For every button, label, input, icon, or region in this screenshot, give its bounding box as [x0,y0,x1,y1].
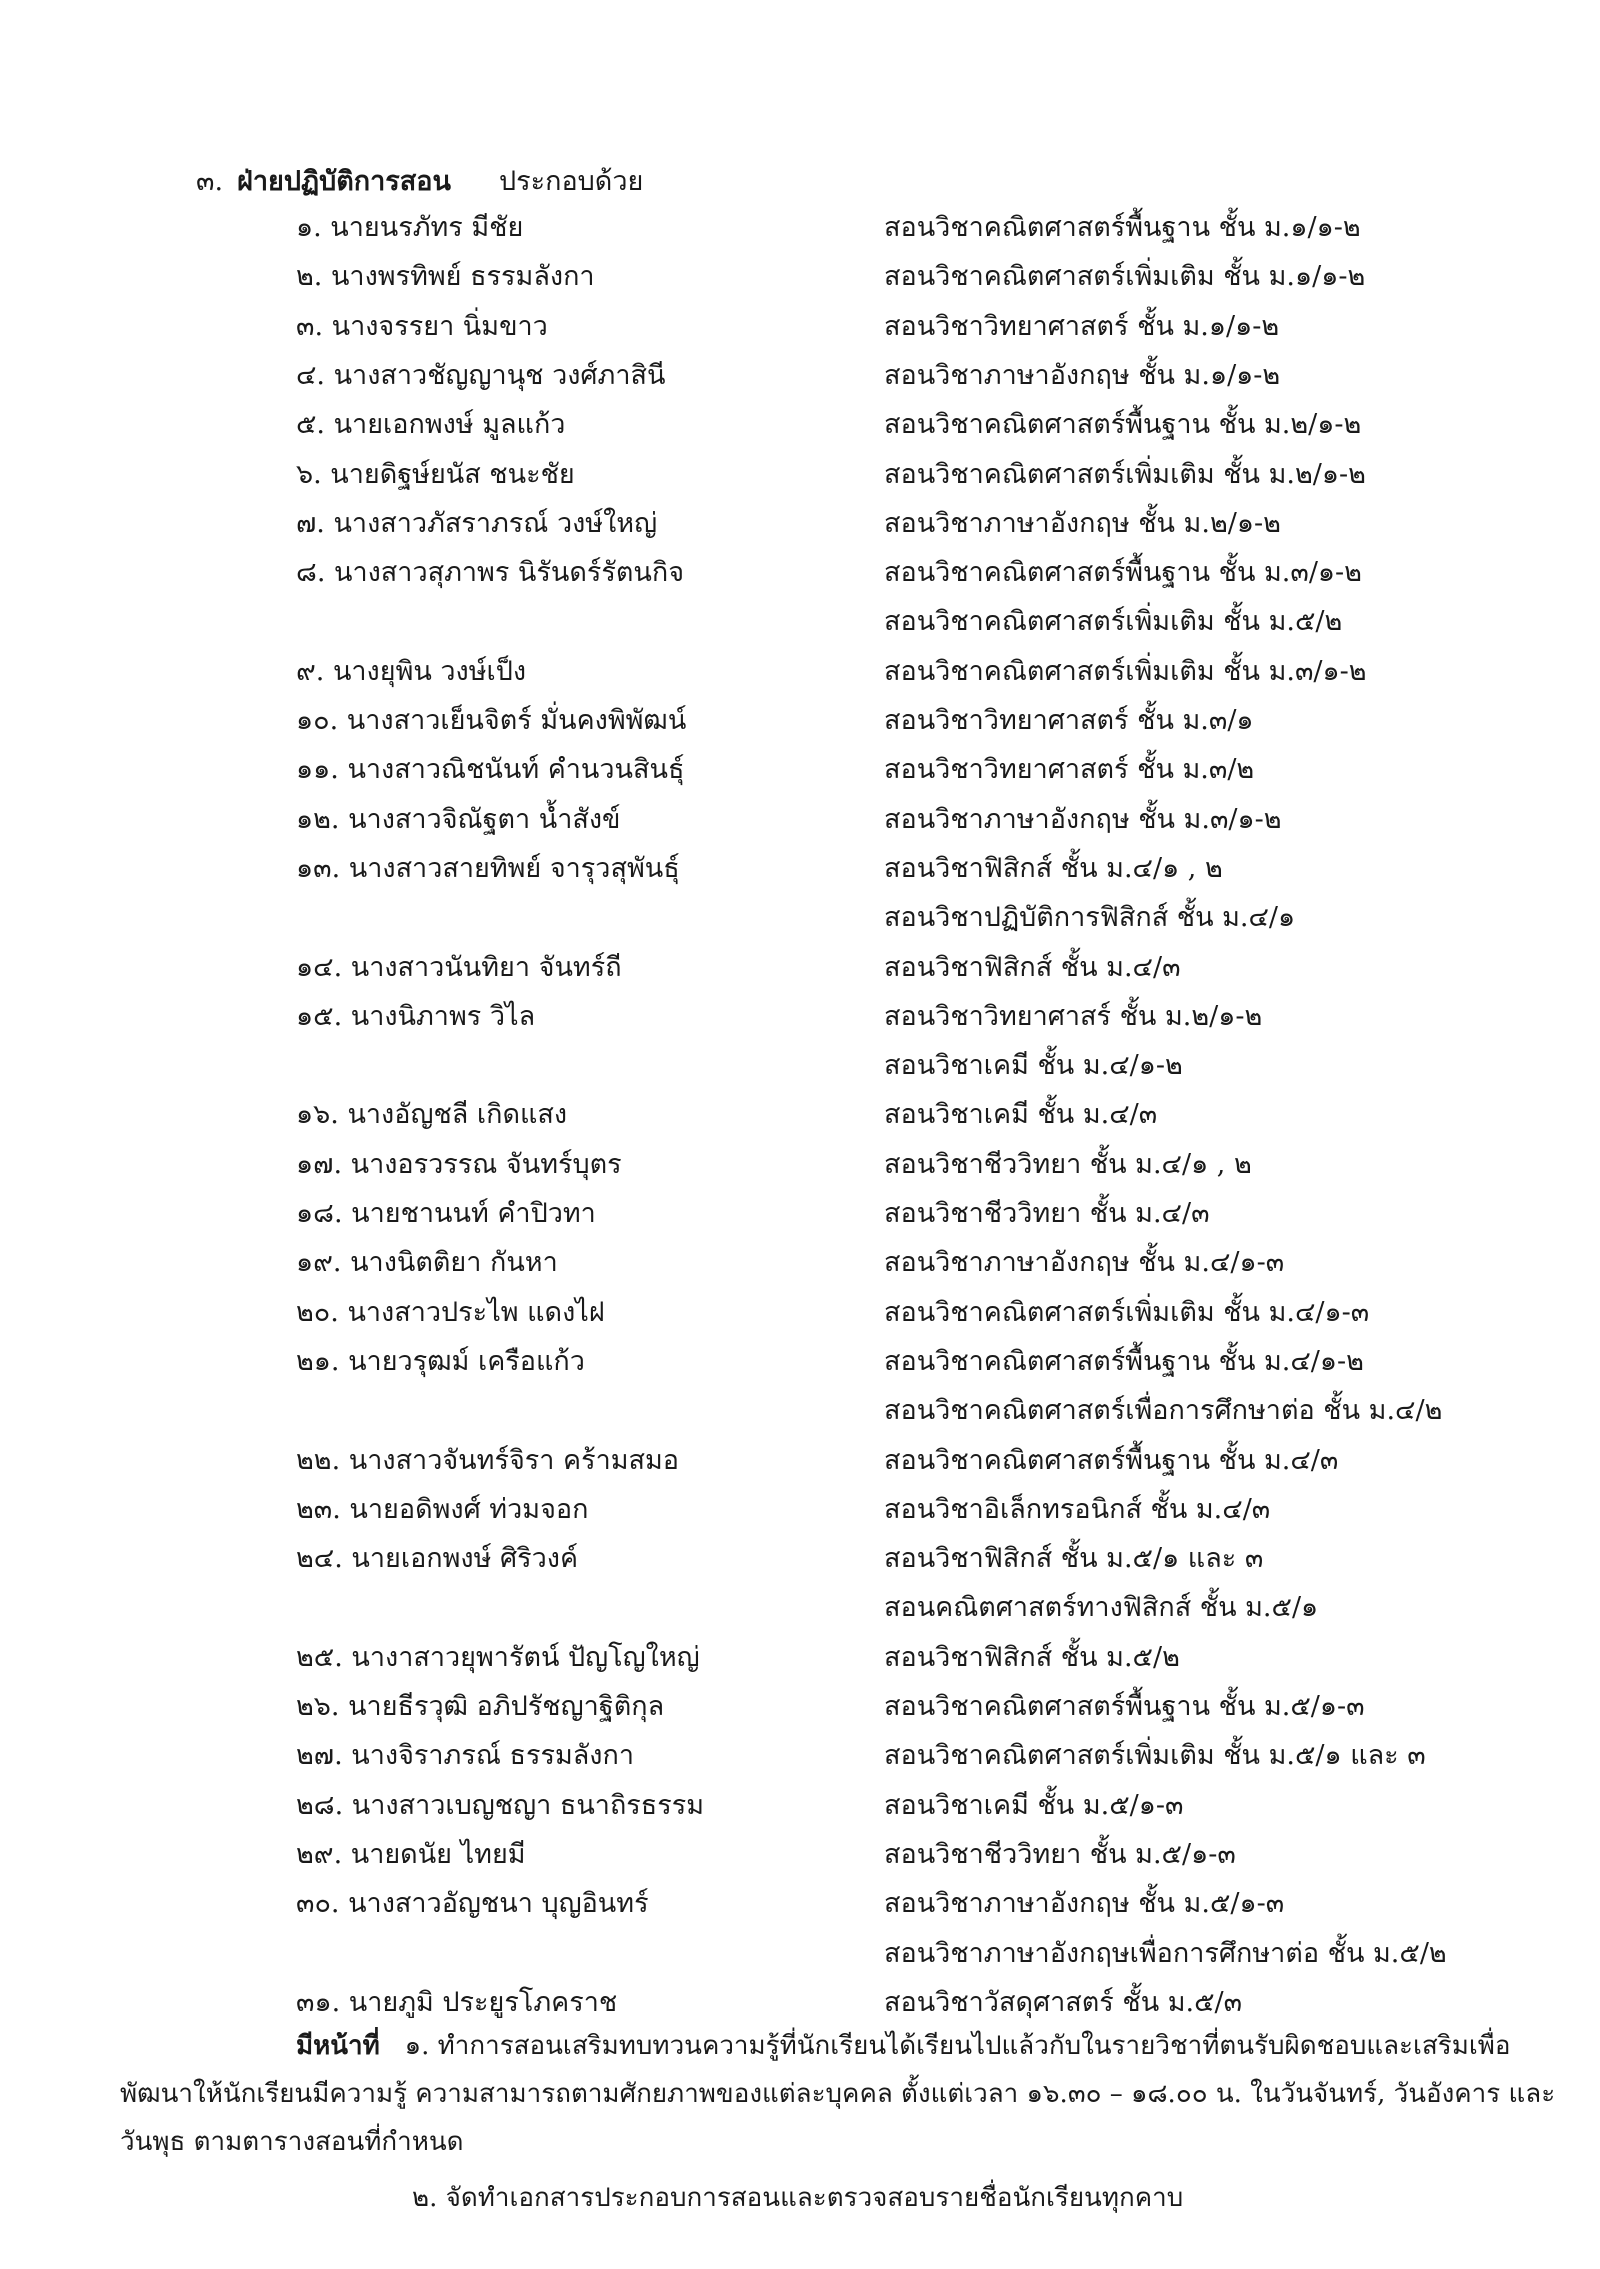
member-name: ๓. นางจรรยา นิ่มขาว [296,311,548,342]
member-name: ๒๕. นางาสาวยุพารัตน์ ปัญโญใหญ่ [296,1642,700,1673]
member-subject: สอนวิชาปฏิบัติการฟิสิกส์ ชั้น ม.๔/๑ [884,902,1296,933]
member-row [0,405,1600,445]
member-name: ๑๐. นางสาวเย็นจิตร์ มั่นคงพิพัฒน์ [296,705,687,736]
member-row [0,652,1600,692]
member-subject: สอนวิชาคณิตศาสตร์เพื่อการศึกษาต่อ ชั้น ม.๔/๒ [884,1395,1443,1426]
member-subject: สอนวิชาอิเล็กทรอนิกส์ ชั้น ม.๔/๓ [884,1494,1271,1525]
member-name: ๗. นางสาวภัสราภรณ์ วงษ์ใหญ่ [296,508,658,539]
member-name: ๑๘. นายชานนท์ คำปิวทา [296,1198,596,1229]
member-row [0,1786,1600,1826]
member-row-continued [0,1934,1600,1974]
member-subject: สอนวิชาภาษาอังกฤษ ชั้น ม.๕/๑-๓ [884,1888,1285,1919]
member-row [0,553,1600,593]
member-name: ๔. นางสาวชัญญานุช วงศ์ภาสินี [296,360,666,391]
member-row [0,1194,1600,1234]
member-row [0,504,1600,544]
member-name: ๑๓. นางสาวสายทิพย์ จารุวสุพันธุ์ [296,853,680,884]
member-subject: สอนวิชาคณิตศาสตร์พื้นฐาน ชั้น ม.๓/๑-๒ [884,557,1362,588]
member-subject: สอนวิชาภาษาอังกฤษ ชั้น ม.๓/๑-๒ [884,804,1282,835]
member-row [0,1884,1600,1924]
member-row-continued [0,602,1600,642]
section-subtitle: ประกอบด้วย [498,166,644,197]
member-name: ๑๒. นางสาวจิณัฐตา น้ำสังข์ [296,804,621,835]
member-row-continued [0,1046,1600,1086]
section-heading [196,162,643,202]
member-name: ๒. นางพรทิพย์ ธรรมลังกา [296,261,595,292]
member-name: ๘. นางสาวสุภาพร นิรันดร์รัตนกิจ [296,557,685,588]
member-subject: สอนวิชาวิทยาศาสตร์ ชั้น ม.๓/๒ [884,754,1255,785]
member-subject: สอนวิชาคณิตศาสตร์เพิ่มเติม ชั้น ม.๕/๒ [884,606,1343,637]
member-subject: สอนคณิตศาสตร์ทางฟิสิกส์ ชั้น ม.๕/๑ [884,1592,1319,1623]
member-row [0,356,1600,396]
member-name: ๑๖. นางอัญชลี เกิดแสง [296,1099,568,1130]
member-row [0,208,1600,248]
member-subject: สอนวิชาวิทยาศาสร์ ชั้น ม.๒/๑-๒ [884,1001,1263,1032]
member-row-continued [0,898,1600,938]
member-row [0,1687,1600,1727]
member-row [0,1835,1600,1875]
member-subject: สอนวิชาเคมี ชั้น ม.๕/๑-๓ [884,1790,1184,1821]
member-subject: สอนวิชาภาษาอังกฤษ ชั้น ม.๔/๑-๓ [884,1247,1285,1278]
member-subject: สอนวิชาเคมี ชั้น ม.๔/๑-๒ [884,1050,1183,1081]
member-subject: สอนวิชาวัสดุศาสตร์ ชั้น ม.๕/๓ [884,1987,1243,2018]
member-row [0,701,1600,741]
member-subject: สอนวิชาภาษาอังกฤษ ชั้น ม.๑/๑-๒ [884,360,1281,391]
duty-line-2: พัฒนาให้นักเรียนมีความรู้ ความสามารถตามศักยภาพของแต่ละบุคคล ตั้งแต่เวลา ๑๖.๓๐ – ๑๘.๐๐ น. ในวันจันทร์, วันอังคาร และ [120,2079,1556,2109]
member-subject: สอนวิชาคณิตศาสตร์พื้นฐาน ชั้น ม.๒/๑-๒ [884,409,1362,440]
member-row [0,257,1600,297]
member-name: ๒๐. นางสาวประไพ แดงไฝ [296,1297,605,1328]
member-subject: สอนวิชาคณิตศาสตร์พื้นฐาน ชั้น ม.๕/๑-๓ [884,1691,1365,1722]
member-row [0,1638,1600,1678]
member-row [0,1243,1600,1283]
member-subject: สอนวิชาภาษาอังกฤษ ชั้น ม.๒/๑-๒ [884,508,1281,539]
member-subject: สอนวิชาภาษาอังกฤษเพื่อการศึกษาต่อ ชั้น ม.๕/๒ [884,1938,1447,1969]
member-name: ๕. นายเอกพงษ์ มูลแก้ว [296,409,566,440]
member-name: ๙. นางยุพิน วงษ์เป็ง [296,656,527,687]
duty-line-1 [296,2026,1511,2066]
member-subject: สอนวิชาฟิสิกส์ ชั้น ม.๔/๑ , ๒ [884,853,1223,884]
member-row [0,997,1600,1037]
member-name: ๒๓. นายอดิพงศ์ ท่วมจอก [296,1494,589,1525]
member-subject: สอนวิชาคณิตศาสตร์เพิ่มเติม ชั้น ม.๓/๑-๒ [884,656,1367,687]
member-subject: สอนวิชาคณิตศาสตร์พื้นฐาน ชั้น ม.๔/๑-๒ [884,1346,1364,1377]
member-row [0,1736,1600,1776]
member-name: ๑๙. นางนิตติยา กันหา [296,1247,558,1278]
member-row [0,1293,1600,1333]
duty-item-1: ๑. ทำการสอนเสริมทบทวนความรู้ที่นักเรียนได้เรียนไปแล้วกับในรายวิชาที่ตนรับผิดชอบและเสริมเพื่อ [404,2031,1511,2061]
member-name: ๒๙. นายดนัย ไทยมี [296,1839,526,1870]
member-name: ๒๗. นางจิราภรณ์ ธรรมลังกา [296,1740,635,1771]
member-row [0,1539,1600,1579]
member-subject: สอนวิชาวิทยาศาสตร์ ชั้น ม.๓/๑ [884,705,1254,736]
section-number: ๓. [196,166,224,197]
member-name: ๓๐. นางสาวอัญชนา บุญอินทร์ [296,1888,649,1919]
member-subject: สอนวิชาคณิตศาสตร์เพิ่มเติม ชั้น ม.๑/๑-๒ [884,261,1366,292]
member-name: ๒๔. นายเอกพงษ์ ศิริวงค์ [296,1543,579,1574]
member-subject: สอนวิชาชีววิทยา ชั้น ม.๔/๓ [884,1198,1210,1229]
member-subject: สอนวิชาชีววิทยา ชั้น ม.๔/๑ , ๒ [884,1149,1252,1180]
section-title: ฝ่ายปฏิบัติการสอน [237,166,451,197]
member-name: ๒๘. นางสาวเบญชญา ธนาถิรธรรม [296,1790,705,1821]
member-row-continued [0,1391,1600,1431]
member-subject: สอนวิชาคณิตศาสตร์เพิ่มเติม ชั้น ม.๒/๑-๒ [884,459,1366,490]
member-subject: สอนวิชาคณิตศาสตร์พื้นฐาน ชั้น ม.๔/๓ [884,1445,1339,1476]
member-row [0,455,1600,495]
duty-item-2: ๒. จัดทำเอกสารประกอบการสอนและตรวจสอบรายชื่อนักเรียนทุกคาบ [412,2183,1184,2213]
member-row [0,800,1600,840]
duty-line-3: วันพุธ ตามตารางสอนที่กำหนด [120,2127,464,2157]
member-name: ๑. นายนรภัทร มีชัย [296,212,524,243]
member-name: ๓๑. นายภูมิ ประยูรโภคราช [296,1987,618,2018]
member-row [0,1145,1600,1185]
member-row-continued [0,1588,1600,1628]
member-row [0,1441,1600,1481]
member-row [0,307,1600,347]
member-name: ๑๑. นางสาวณิชนันท์ คำนวนสินธุ์ [296,754,685,785]
member-row [0,1490,1600,1530]
duties-label: มีหน้าที่ [296,2031,380,2061]
member-row [0,849,1600,889]
member-name: ๖. นายดิฐษ์ยนัส ชนะชัย [296,459,575,490]
member-subject: สอนวิชาฟิสิกส์ ชั้น ม.๕/๒ [884,1642,1180,1673]
member-name: ๒๑. นายวรุฒม์ เครือแก้ว [296,1346,585,1377]
member-name: ๑๕. นางนิภาพร วิไล [296,1001,536,1032]
member-name: ๒๖. นายธีรวุฒิ อภิปรัชญาฐิติกุล [296,1691,665,1722]
member-row [0,1983,1600,2023]
member-row [0,750,1600,790]
member-row [0,948,1600,988]
member-name: ๑๗. นางอรวรรณ จันทร์บุตร [296,1149,622,1180]
member-subject: สอนวิชาฟิสิกส์ ชั้น ม.๕/๑ และ ๓ [884,1543,1264,1574]
member-subject: สอนวิชาคณิตศาสตร์เพิ่มเติม ชั้น ม.๔/๑-๓ [884,1297,1370,1328]
member-subject: สอนวิชาเคมี ชั้น ม.๔/๓ [884,1099,1158,1130]
member-name: ๑๔. นางสาวนันทิยา จันทร์ถี [296,952,622,983]
member-subject: สอนวิชาวิทยาศาสตร์ ชั้น ม.๑/๑-๒ [884,311,1280,342]
member-row [0,1095,1600,1135]
member-subject: สอนวิชาชีววิทยา ชั้น ม.๕/๑-๓ [884,1839,1236,1870]
member-row [0,1342,1600,1382]
member-subject: สอนวิชาคณิตศาสตร์เพิ่มเติม ชั้น ม.๕/๑ และ ๓ [884,1740,1426,1771]
member-subject: สอนวิชาคณิตศาสตร์พื้นฐาน ชั้น ม.๑/๑-๒ [884,212,1361,243]
member-subject: สอนวิชาฟิสิกส์ ชั้น ม.๔/๓ [884,952,1181,983]
member-name: ๒๒. นางสาวจันทร์จิรา คร้ามสมอ [296,1445,680,1476]
